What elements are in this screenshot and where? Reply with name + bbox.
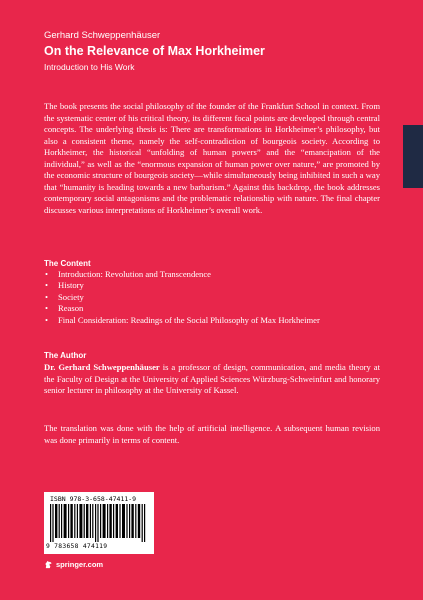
- list-item: • Introduction: Revolution and Transcendence: [44, 269, 374, 280]
- header: [44, 30, 384, 73]
- author-bio-name: Dr. Gerhard Schweppenhäuser: [44, 362, 160, 372]
- publisher[interactable]: [44, 560, 103, 569]
- accent-bar: [403, 125, 423, 188]
- list-item: • Reason: [44, 303, 374, 314]
- book-title: On the Relevance of Max Horkheimer: [44, 44, 265, 58]
- author-bio-text: is a professor of design, communication, and media theory at the Faculty of Design at the University of Applied Sciences Würzburg-Schweinfurt and honorary senior lecturer in philosophy at the University of Kassel.: [44, 362, 380, 395]
- book-description: The book presents the social philosophy of the founder of the Frankfurt School in context. From the systematic center of his critical theory, its different focal points are developed through central concepts. The underlying thesis is: There are transformations in Horkheimer’s philosophy, but also a consistent theme, namely the self-contradiction of bourgeois society. According to Horkheimer, the historical “unfolding of human powers” and the “emancipation of the individual,” as well as the “enormous expansion of human power over nature,” are promoted by the economic structure of bourgeois society—while simultaneously being inhibited in such a way that “humanity is heading towards a new barbarism.” Against this backdrop, the book addresses contemporary social antagonisms and the problematic relationship with nature. The final chapter discusses various interpretations of Horkheimer’s overall work.: [44, 101, 380, 215]
- author-heading: The Author: [44, 351, 87, 360]
- springer-horse-icon: [44, 560, 53, 569]
- contents-list: [44, 269, 374, 326]
- list-item: • Final Consideration: Readings of the Social Philosophy of Max Horkheimer: [44, 315, 374, 326]
- isbn-label: ISBN 978-3-658-47411-9: [50, 495, 137, 503]
- barcode: [44, 492, 154, 554]
- author-bio: [44, 362, 380, 397]
- list-item: • History: [44, 280, 374, 291]
- publisher-url[interactable]: springer.com: [56, 560, 104, 569]
- book-subtitle: Introduction to His Work: [44, 62, 135, 72]
- barcode-digits: 9 783658 474119: [46, 543, 108, 550]
- translation-note: The translation was done with the help of artificial intelligence. A subsequent human revision was done primarily in terms of content.: [44, 423, 380, 445]
- barcode-bars-icon: [50, 504, 148, 542]
- author-name: Gerhard Schweppenhäuser: [44, 30, 161, 41]
- list-item: • Society: [44, 292, 374, 303]
- contents-heading: The Content: [44, 259, 91, 268]
